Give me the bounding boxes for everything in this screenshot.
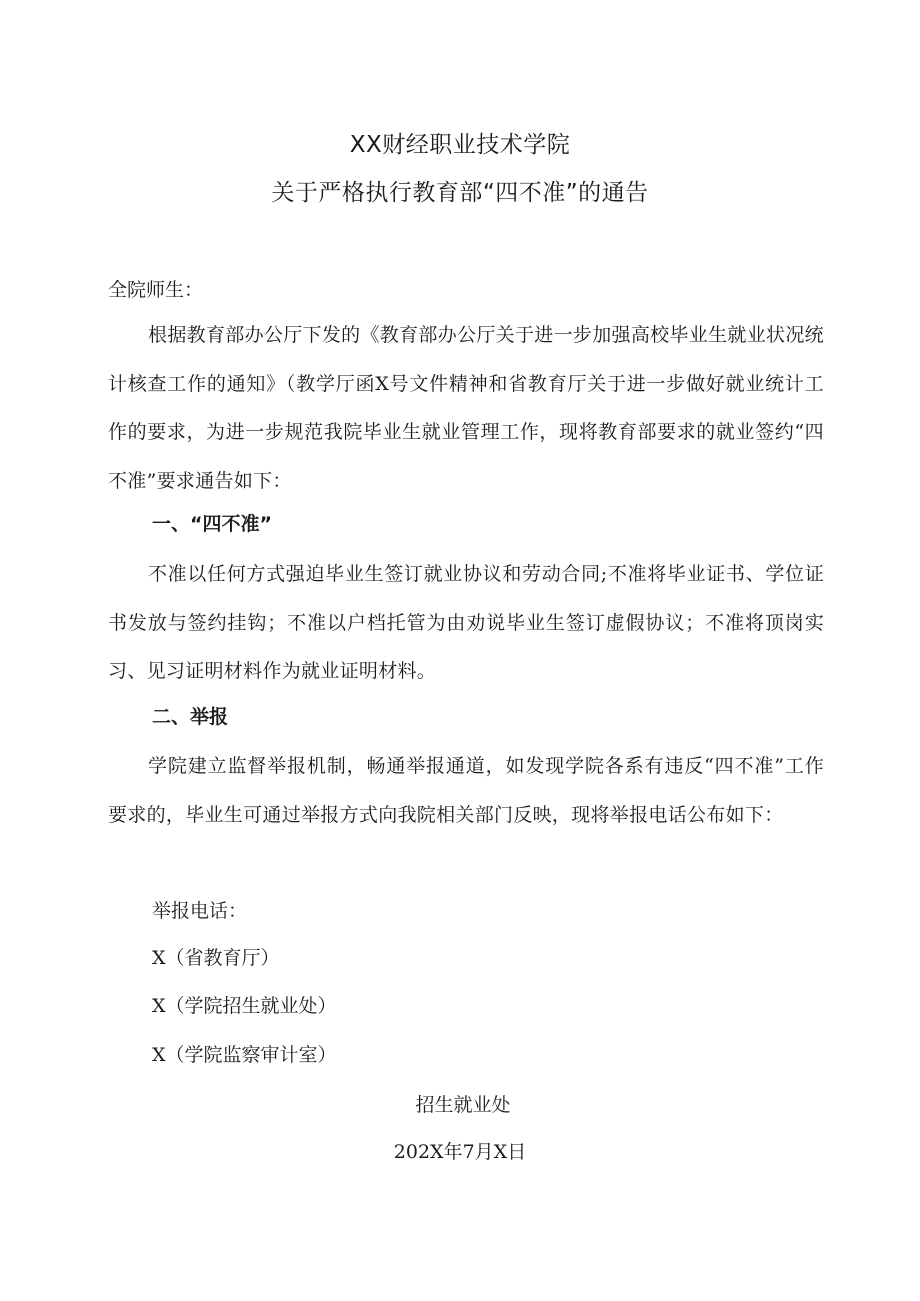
report-phone-item: X（学院监察审计室） <box>152 1044 337 1066</box>
report-phone-item: X（学院招生就业处） <box>152 995 337 1017</box>
report-phone-label: 举报电话： <box>152 900 248 922</box>
report-phone-item: X（省教育厅） <box>152 947 280 969</box>
document-title-subject: 关于严格执行教育部“四不准”的通告 <box>271 180 649 206</box>
salutation: 全院师生： <box>108 279 204 301</box>
four-prohibitions-paragraph: 不准以任何方式强迫毕业生签订就业协议和劳动合同;不准将毕业证书、学位证书发放与签约挂钩；不准以户档托管为由劝说毕业生签订虚假协议；不准将顶岗实习、见习证明材料作为就业证明材料。 <box>108 563 824 682</box>
section-heading-four-prohibitions: 一、“四不准” <box>152 513 272 535</box>
signature-date: 202X年7月X日 <box>393 1141 527 1163</box>
report-paragraph: 学院建立监督举报机制，畅通举报通道，如发现学院各系有违反“四不准”工作要求的，毕业生可通过举报方式向我院相关部门反映，现将举报电话公布如下： <box>108 755 824 826</box>
section-heading-report: 二、举报 <box>152 706 229 728</box>
intro-paragraph: 根据教育部办公厅下发的《教育部办公厅关于进一步加强高校毕业生就业状况统计核查工作的通知》（教学厅函X号文件精神和省教育厅关于进一步做好就业统计工作的要求，为进一步规范我院毕业生就业管理工作，现将教育部要求的就业签约“四不准”要求通告如下： <box>108 324 824 492</box>
signature-organization: 招生就业处 <box>415 1094 511 1116</box>
document-title-institution: XX财经职业技术学院 <box>349 132 571 158</box>
